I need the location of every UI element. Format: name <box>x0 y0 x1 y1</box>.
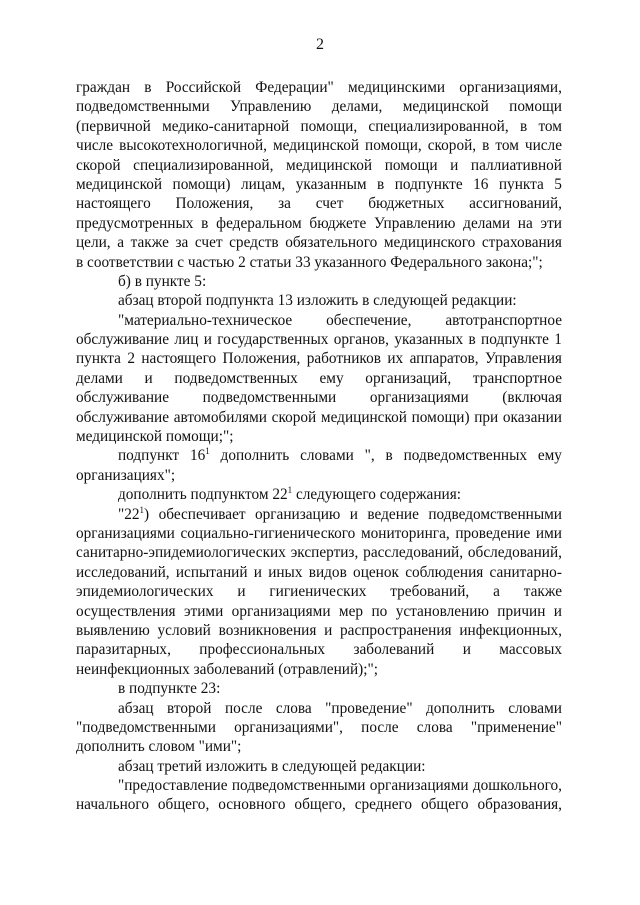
word: помощи, <box>365 137 422 155</box>
word: массовых <box>499 641 562 659</box>
text-line <box>76 524 562 543</box>
word: исследований, <box>76 563 170 581</box>
word: делами, <box>331 98 383 116</box>
word: обеспечение, <box>326 311 412 329</box>
word: общего, <box>294 796 346 814</box>
word: счет <box>315 195 344 213</box>
word: транспортное <box>472 369 562 387</box>
text-line <box>76 543 562 562</box>
word: настоящего <box>141 350 217 368</box>
word: и <box>462 641 471 659</box>
word: возникновения <box>218 621 317 639</box>
word: организациями", <box>234 718 343 736</box>
word: экспертиз, <box>290 544 359 562</box>
superscript: 1 <box>205 446 210 457</box>
word: "применение" <box>470 718 562 736</box>
word: числе <box>524 137 562 155</box>
superscript: 1 <box>139 504 145 515</box>
word: подведомственных <box>174 369 298 387</box>
word: мер <box>338 602 364 620</box>
word: медицинской <box>76 175 163 193</box>
word: делами <box>463 214 511 232</box>
text-line <box>76 349 562 368</box>
word: обследований, <box>467 544 562 562</box>
word: профессиональных <box>199 641 326 659</box>
word: Управления <box>484 350 562 368</box>
word: расследований, <box>363 544 464 562</box>
word: специализированной, <box>133 156 274 174</box>
word: цели, <box>76 234 111 252</box>
text-line <box>76 311 562 330</box>
text-line: в соответствии с частью 2 статьи 33 указанного Федерального закона;"; <box>76 253 543 271</box>
word: основного <box>218 796 286 814</box>
word: словами <box>508 699 562 717</box>
word: слова <box>275 699 312 717</box>
word: после <box>224 699 263 717</box>
word: "$22^1$) <box>118 504 150 523</box>
word: "подведомственными <box>76 718 216 736</box>
text-line: в подпункте 23: <box>118 680 221 698</box>
word: паразитарных, <box>76 641 171 659</box>
word: обязательного <box>285 234 378 252</box>
word: организациями <box>369 389 469 407</box>
word: установлению <box>395 602 489 620</box>
word: причин <box>497 602 546 620</box>
word: общего, <box>157 796 210 814</box>
word: за <box>278 195 291 213</box>
text-line <box>76 136 562 155</box>
word: "проведение" <box>325 699 413 717</box>
word: и <box>144 369 153 387</box>
word: и <box>253 563 262 581</box>
text-line: организациях"; <box>76 466 176 484</box>
text-line <box>76 776 562 795</box>
text-line <box>76 563 562 582</box>
word: в <box>201 214 209 232</box>
word: дошкольного, <box>472 777 562 795</box>
word: обслуживание <box>76 389 170 407</box>
word: и <box>450 156 459 174</box>
word: а <box>493 583 500 601</box>
word: государственных <box>217 331 329 349</box>
word: 5 <box>554 175 562 193</box>
word: слова <box>416 718 453 736</box>
word: (включая <box>502 389 562 407</box>
text-line <box>76 602 562 621</box>
word: этими <box>183 602 224 620</box>
word: также <box>523 583 562 601</box>
word: подведомственных <box>403 447 528 465</box>
word: дополнить <box>426 699 495 717</box>
word: в <box>519 117 528 135</box>
word: 16 <box>473 175 489 193</box>
text-line <box>76 699 562 718</box>
text-line <box>76 156 562 175</box>
word: организацию <box>254 505 341 523</box>
text-line: абзац второй подпункта 13 изложить в следующей редакции: <box>118 292 517 310</box>
text-line: дополнить словом "ими"; <box>76 738 242 756</box>
text-line <box>76 97 562 116</box>
word: начального <box>76 796 149 814</box>
word: осуществления <box>76 602 176 620</box>
word: в <box>377 175 385 193</box>
word: второй <box>167 699 212 717</box>
word: подведомственными <box>202 389 337 407</box>
word: работников <box>306 350 381 368</box>
word: (первичной <box>76 117 151 135</box>
word: словами <box>300 447 354 465</box>
word: граждан <box>76 79 131 96</box>
text-line <box>76 369 562 388</box>
word: подпункте <box>394 175 463 193</box>
word: федеральном <box>216 214 302 232</box>
word: страхования <box>481 234 562 252</box>
text-line <box>76 795 562 814</box>
word: соблюдения <box>405 563 484 581</box>
word: 2 <box>127 350 135 368</box>
text-line <box>76 446 562 465</box>
word: бюджетных <box>368 195 445 213</box>
text-line <box>76 78 562 97</box>
word: скорой <box>76 156 121 174</box>
word: обслуживание <box>76 408 170 426</box>
text-line <box>76 388 562 407</box>
text-line: абзац третий изложить в следующей редакции: <box>118 757 426 775</box>
word: лиц <box>174 331 199 349</box>
word: мониторинга, <box>360 524 450 542</box>
word: Положения, <box>222 350 301 368</box>
word: числе <box>76 137 114 155</box>
word: помощи) <box>172 175 231 193</box>
word: санитарно- <box>489 563 562 581</box>
word: делами <box>76 369 123 387</box>
text-line <box>76 640 562 659</box>
page-number: 2 <box>316 36 324 53</box>
word: также <box>130 234 169 252</box>
word: ", <box>364 447 375 465</box>
word: и <box>349 505 358 523</box>
text-line <box>76 214 562 233</box>
word: заболеваний <box>353 641 435 659</box>
word: проведение <box>455 524 531 542</box>
word: помощи) <box>411 408 470 426</box>
word: иных <box>268 563 303 581</box>
word: в <box>482 137 490 155</box>
word: организаций, <box>365 369 452 387</box>
text-line: дополнить подпунктом $22^1$ следующего содержания: <box>118 485 461 504</box>
word: помощи <box>509 98 562 116</box>
word: выявлению <box>76 621 150 639</box>
word: помощи <box>384 156 438 174</box>
word: медицинской <box>320 408 407 426</box>
word: на <box>517 214 533 232</box>
word: эпидемиологических <box>76 583 214 601</box>
word: том <box>495 137 519 155</box>
word: ими <box>535 524 562 542</box>
text-line <box>76 194 562 213</box>
word: "предоставление <box>118 777 228 795</box>
word: общего <box>421 796 469 814</box>
word: подпункте <box>481 331 549 349</box>
word: организациями <box>76 524 175 542</box>
word: видов <box>308 563 347 581</box>
word: подведомственными <box>76 98 210 116</box>
word: Управлению <box>374 214 456 232</box>
word: гигиенических <box>269 583 367 601</box>
text-line <box>76 408 562 427</box>
word: автомобилями <box>173 408 267 426</box>
word: помощи, <box>300 117 358 135</box>
word: подведомственными <box>428 505 562 523</box>
word: лицам, <box>240 175 286 193</box>
word: оценок <box>353 563 399 581</box>
word: образования, <box>477 796 562 814</box>
word: медицинской <box>286 156 373 174</box>
word: оказании <box>502 408 562 426</box>
word: их <box>387 350 404 368</box>
word: том <box>538 117 562 135</box>
word: медицинской <box>272 137 360 155</box>
word: по <box>371 602 388 620</box>
word: органов, <box>333 331 389 349</box>
word: дополнить <box>220 447 290 465</box>
word: пункта <box>498 175 544 193</box>
word: 1 <box>554 331 562 349</box>
text-line <box>76 621 562 640</box>
word: абзац <box>118 699 154 717</box>
word: ему <box>319 369 344 387</box>
word: и <box>324 621 333 639</box>
word: настоящего <box>76 195 151 213</box>
word: высокотехнологичной, <box>119 137 267 155</box>
word: Положения, <box>175 195 254 213</box>
text-line <box>76 330 562 349</box>
word: "материально-техническое <box>118 311 293 329</box>
word: автотранспортное <box>445 311 562 329</box>
text-line: медицинской помощи;"; <box>76 428 234 446</box>
word: предусмотренных <box>76 214 194 232</box>
word: и <box>237 583 246 601</box>
word: испытаний <box>175 563 248 581</box>
word: медицинского <box>383 234 476 252</box>
word: аппаратов, <box>409 350 479 368</box>
word: организациями <box>231 602 331 620</box>
word: Управлению <box>229 98 312 116</box>
word: ведение <box>367 505 419 523</box>
word: паллиативной <box>470 156 562 174</box>
text-line: неинфекционных заболеваний (отравлений);"; <box>76 660 378 678</box>
text-line <box>76 233 562 252</box>
text-line <box>76 582 562 601</box>
word: обслуживание <box>76 331 170 349</box>
word: организациями, <box>459 79 562 96</box>
word: указанным <box>295 175 367 193</box>
word: медицинскими <box>347 79 446 96</box>
word: подпункт <box>118 447 180 465</box>
word: среднего <box>354 796 413 814</box>
word: бюджете <box>309 214 367 232</box>
word: после <box>361 718 399 736</box>
document-body <box>76 78 562 815</box>
text-line: б) в пункте 5: <box>118 272 207 290</box>
word: счет <box>194 234 223 252</box>
word: организациями <box>369 777 469 795</box>
word: специализированной, <box>368 117 509 135</box>
word: средств <box>229 234 279 252</box>
word: при <box>474 408 499 426</box>
word: требований, <box>390 583 470 601</box>
word: $16^1$ <box>189 446 210 465</box>
word: в <box>468 331 476 349</box>
word: социально-гигиенического <box>180 524 356 542</box>
word: скорой <box>271 408 317 426</box>
word: санитарно-эпидемиологических <box>76 544 286 562</box>
word: ассигнований, <box>469 195 562 213</box>
word: указанных <box>394 331 464 349</box>
text-line <box>76 718 562 737</box>
text-line <box>76 175 562 194</box>
word: скорой, <box>427 137 477 155</box>
word: и <box>553 602 562 620</box>
word: обеспечивает <box>158 505 246 523</box>
text-line <box>76 117 562 136</box>
word: инфекционных, <box>459 621 562 639</box>
word: в <box>144 79 152 96</box>
word: медико-санитарной <box>162 117 290 135</box>
word: Федерации" <box>255 79 334 96</box>
text-line <box>76 505 562 524</box>
word: пункта <box>76 350 121 368</box>
word: а <box>117 234 125 252</box>
word: за <box>175 234 189 252</box>
word: Российской <box>165 79 242 96</box>
word: эти <box>540 214 562 232</box>
superscript: 1 <box>287 485 293 496</box>
word: ему <box>537 447 562 465</box>
word: медицинской <box>402 98 489 116</box>
word: в <box>385 447 393 465</box>
word: и <box>203 331 212 349</box>
word: распространения <box>340 621 452 639</box>
word: условий <box>157 621 211 639</box>
word: подведомственными <box>231 777 366 795</box>
